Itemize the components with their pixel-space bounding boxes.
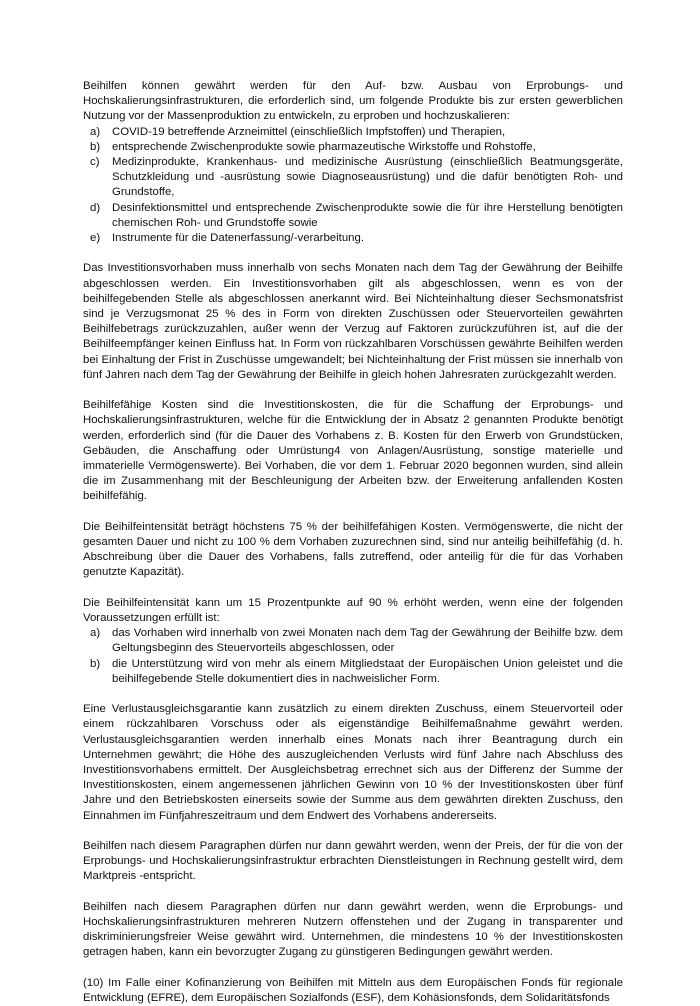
list-item xyxy=(83,140,623,155)
list-item xyxy=(83,125,623,140)
paragraph-loss-guarantee: Eine Verlustausgleichsgarantie kann zusätzlich zu einem direkten Zuschuss, einem Steuervorteil oder einem rückzahlbaren Vorschuss oder als eigenständige Beihilfemaßnahme gewährt werden. Verlustausgleichsgarantien werden innerhalb eines Monats nach ihrer Beantragung durch ein Unternehmen gewährt; die Höhe des auszugleichenden Verlusts wird fünf Jahre nach Abschluss des Investitionsvorhabens ermittelt. Der Ausgleichsbetrag errechnet sich aus der Differenz der Summe der Investitionskosten, einem angemessenen jährlichen Gewinn von 10 % der Investitionskosten über fünf Jahre und den Betriebskosten einerseits sowie der Summe aus dem gewährten direkten Zuschuss, den Einnahmen im Fünfjahreszeitraum und dem Endwert des Vorhabens andererseits. xyxy=(83,703,623,822)
condition-list xyxy=(83,626,623,687)
list-item-text: Medizinprodukte, Krankenhaus- und medizinische Ausrüstung (einschließlich Beatmungsgeräte, Schutzkleidung und -ausrüstung sowie Diagnoseausrüstung) und die dafür benötigten Roh- und Grundstoffe, xyxy=(112,156,623,199)
list-marker: b) xyxy=(90,657,101,670)
list-item xyxy=(83,231,623,246)
paragraph-eligible-costs: Beihilfefähige Kosten sind die Investitionskosten, die für die Schaffung der Erprobungs- und Hochskalierungsinfrastrukturen, welche für die Entwicklung der in Absatz 2 genannten Produkte benötigt werden, erforderlich sind (für die Dauer des Vorhabens z. B. Kosten für den Erwerb von Grundstücken, Gebäuden, die Anschaffung oder Umrüstung4 von Anlagen/Ausrüstung, sonstige materielle und immaterielle Vermögenswerte). Bei Vorhaben, die vor dem 1. Februar 2020 begonnen wurden, sind allein die im Zusammenhang mit der Beschleunigung der Arbeiten bzw. der Erweiterung anfallenden Kosten beihilfefähig. xyxy=(83,399,623,503)
list-item-text: Desinfektionsmittel und entsprechende Zwischenprodukte sowie die für ihre Herstellung benötigten chemischen Roh- und Grundstoffe sowie xyxy=(112,201,623,229)
list-marker: a) xyxy=(90,125,101,138)
list-item-text: COVID-19 betreffende Arzneimittel (einschließlich Impfstoffen) und Therapien, xyxy=(112,125,506,138)
list-marker: c) xyxy=(90,156,100,169)
list-marker: e) xyxy=(90,232,101,245)
list-item-text: Instrumente für die Datenerfassung/-verarbeitung. xyxy=(112,232,364,245)
list-item xyxy=(83,657,623,687)
product-list xyxy=(83,125,623,247)
paragraph-intro-products: Beihilfen können gewährt werden für den Auf- bzw. Ausbau von Erprobungs- und Hochskalierungsinfrastrukturen, die erforderlich sind, um folgende Produkte bis zur ersten gewerblichen Nutzung vor der Massenproduktion zu entwickeln, zu erproben und hochzuskalieren: xyxy=(83,80,623,123)
paragraph-completion-deadline: Das Investitionsvorhaben muss innerhalb von sechs Monaten nach dem Tag der Gewährung der Beihilfe abgeschlossen werden. Ein Investitionsvorhaben gilt als abgeschlossen, wenn es von der beihilfegebenden Stelle als abgeschlossen anerkannt wird. Bei Nichteinhaltung dieser Sechsmonatsfrist sind je Verzugsmonat 25 % des in Form von direkten Zuschüssen oder Steuervorteilen gewährten Beihilfebetrags zurückzuzahlen, außer wenn der Verzug auf Faktoren zurückzuführen ist, auf die der Beihilfeempfänger keinen Einfluss hat. In Form von rückzahlbaren Vorschüssen gewährte Beihilfen werden bei Einhaltung der Frist in Zuschüsse umgewandelt; bei Nichteinhaltung der Frist müssen sie innerhalb von fünf Jahren nach dem Tag der Gewährung der Beihilfe in gleich hohen Jahresraten zurückgezahlt werden. xyxy=(83,262,623,381)
paragraph-open-access: Beihilfen nach diesem Paragraphen dürfen nur dann gewährt werden, wenn die Erprobungs- und Hochskalierungsinfrastrukturen mehreren Nutzern offenstehen und der Zugang in transparenter und diskriminierungsfreier Weise gewährt wird. Unternehmen, die mindestens 10 % der Investitionskosten getragen haben, kann ein bevorzugter Zugang zu günstigeren Bedingungen gewährt werden. xyxy=(83,900,623,959)
list-item xyxy=(83,626,623,656)
paragraph-aid-intensity: Die Beihilfeintensität beträgt höchstens 75 % der beihilfefähigen Kosten. Vermögenswerte, die nicht der gesamten Dauer und nicht zu 100 % dem Vorhaben zuzurechnen sind, sind nur anteilig beihilfefähig (d. h. Abschreibung über die Dauer des Vorhabens, falls zutreffend, oder anteilig für die für das Vorhaben genutzte Kapazität). xyxy=(83,520,623,579)
list-item-text: entsprechende Zwischenprodukte sowie pharmazeutische Wirkstoffe und Rohstoffe, xyxy=(112,140,536,153)
list-marker: a) xyxy=(90,627,101,640)
list-item-text: die Unterstützung wird von mehr als einem Mitgliedstaat der Europäischen Union geleistet und die beihilfegebende Stelle dokumentiert dies in nachweislicher Form. xyxy=(112,657,623,685)
list-item xyxy=(83,201,623,231)
paragraph-cofinancing: (10) Im Falle einer Kofinanzierung von Beihilfen mit Mitteln aus dem Europäischen Fonds für regionale Entwicklung (EFRE), dem Europäischen Sozialfonds (ESF), dem Kohäsionsfonds, dem Solidaritätsfonds xyxy=(83,976,623,1005)
paragraph-market-price: Beihilfen nach diesem Paragraphen dürfen nur dann gewährt werden, wenn der Preis, der für die von der Erprobungs- und Hochskalierungsinfrastruktur erbrachten Dienstleistungen in Rechnung gestellt wird, dem Marktpreis -entspricht. xyxy=(83,840,623,883)
paragraph-intensity-increase: Die Beihilfeintensität kann um 15 Prozentpunkte auf 90 % erhöht werden, wenn eine der folgenden Voraussetzungen erfüllt ist: xyxy=(83,596,623,625)
document-page xyxy=(83,79,623,1006)
list-item xyxy=(83,155,623,201)
list-item-text: das Vorhaben wird innerhalb von zwei Monaten nach dem Tag der Gewährung der Beihilfe bzw. dem Geltungsbeginn des Steuervorteils abgeschlossen, oder xyxy=(112,627,623,655)
list-marker: b) xyxy=(90,140,101,153)
list-marker: d) xyxy=(90,201,101,214)
